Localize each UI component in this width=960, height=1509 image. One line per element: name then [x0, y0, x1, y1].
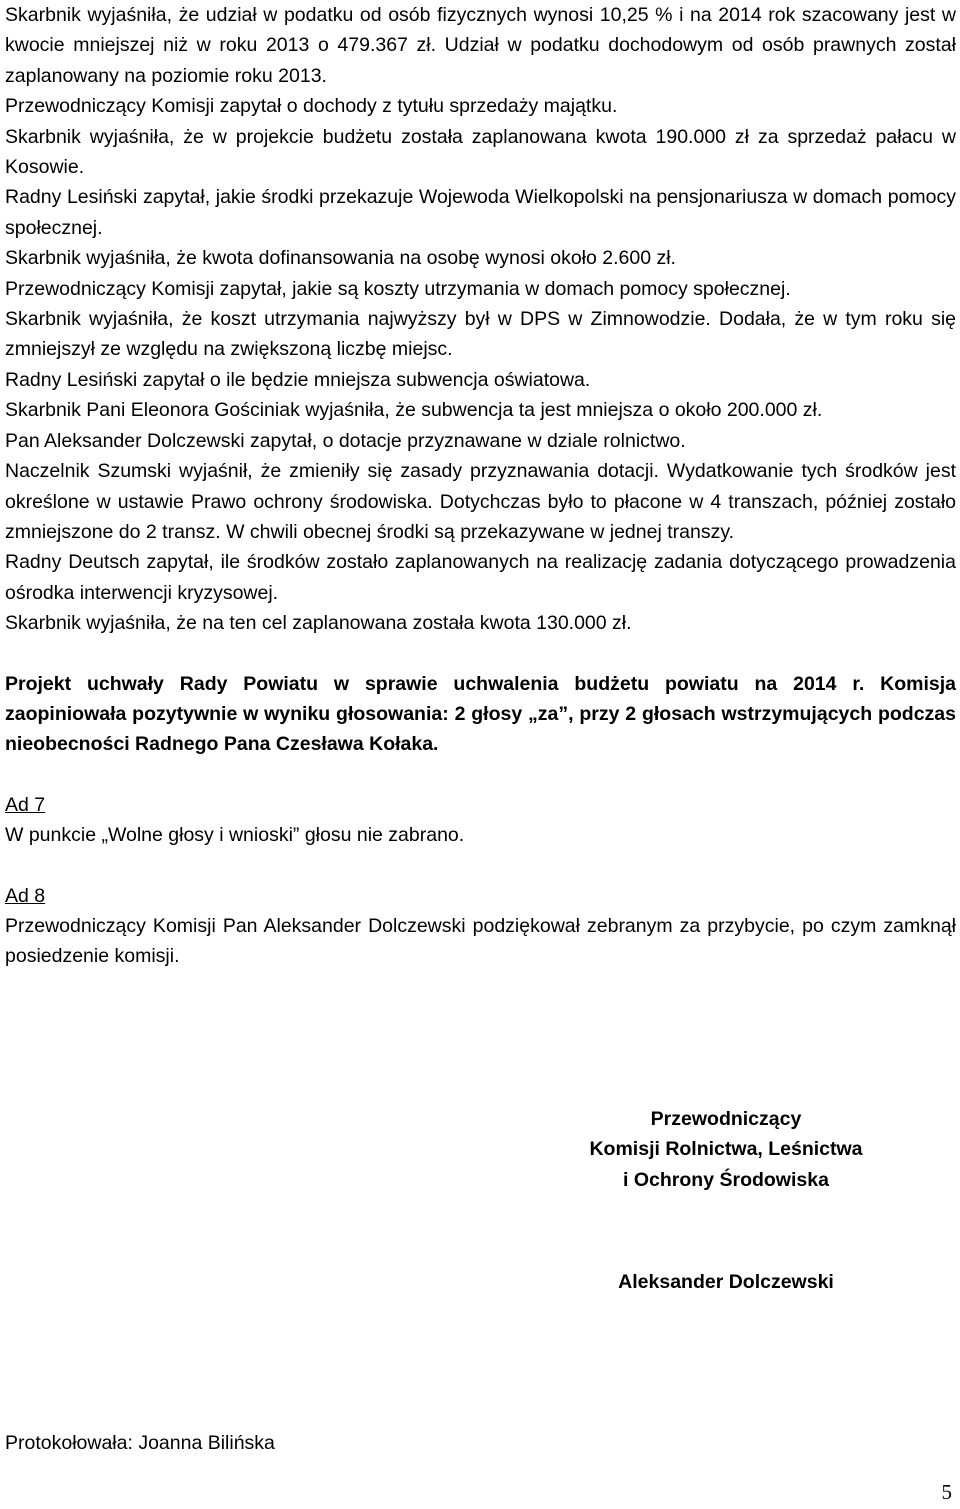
recorder-line: Protokołowała: Joanna Bilińska [5, 1432, 275, 1454]
signature-committee: Komisji Rolnictwa, Leśnictwa [589, 1138, 863, 1161]
section-text-ad7: W punkcie „Wolne głosy i wnioski” głosu nie zabrano. [5, 824, 465, 847]
paragraph-szumski-answer: Naczelnik Szumski wyjaśnił, że zmieniły się zasady przyznawania dotacji. Wydatkowanie tych środków jest określone w ustawie Prawo ochrony środowiska. Dotychczas było to płacone w 4 transzach, później zostało zmniejszone do 2 transz. W chwili obecnej środki są przekazywane w jednej transzy. [5, 460, 956, 543]
paragraph-treasurer-dps-costs: Skarbnik wyjaśniła, że koszt utrzymania najwyższy był w DPS w Zimnowodzie. Dodała, że w tym roku się zmniejszył ze względu na zwiększoną liczbę miejsc. [5, 308, 956, 361]
paragraph-dolczewski-question-agriculture: Pan Aleksander Dolczewski zapytał, o dotacje przyznawane w dziale rolnictwo. [5, 429, 686, 452]
document-body [5, 0, 956, 972]
paragraph-treasurer-palace-sale: Skarbnik wyjaśniła, że w projekcie budżetu została zaplanowana kwota 190.000 zł za sprzedaż pałacu w Kosowie. [5, 125, 956, 179]
page-number: 5 [941, 1480, 952, 1504]
paragraph-treasurer-crisis-center: Skarbnik wyjaśniła, że na ten cel zaplanowana została kwota 130.000 zł. [5, 612, 632, 635]
spacer [5, 639, 956, 669]
signature-committee-cont: i Ochrony Środowiska [623, 1168, 829, 1191]
spacer [5, 851, 956, 881]
signature-block [540, 1104, 912, 1195]
paragraph-chair-question-costs: Przewodniczący Komisji zapytał, jakie są koszty utrzymania w domach pomocy społecznej. [5, 277, 791, 300]
paragraph-treasurer-cofinancing: Skarbnik wyjaśniła, że kwota dofinansowania na osobę wynosi około 2.600 zł. [5, 247, 676, 270]
signature-name: Aleksander Dolczewski [618, 1271, 834, 1293]
section-text-ad8: Przewodniczący Komisji Pan Aleksander Dolczewski podziękował zebranym za przybycie, po czym zamknął posiedzenie komisji. [5, 914, 956, 968]
spacer [5, 760, 956, 790]
paragraph-lesinski-question-subsidy: Radny Lesiński zapytał o ile będzie mniejsza subwencja oświatowa. [5, 368, 591, 391]
budget-resolution-opinion: Projekt uchwały Rady Powiatu w sprawie uchwalenia budżetu powiatu na 2014 r. Komisja zaopiniowała pozytywnie w wyniku głosowania: 2 głosy „za”, przy 2 głosach wstrzymujących podczas nieobecności Radnego Pana Czesława Kołaka. [5, 672, 956, 756]
paragraph-tax-share: Skarbnik wyjaśniła, że udział w podatku od osób fizycznych wynosi 10,25 % i na 2014 rok szacowany jest w kwocie mniejszej niż w roku 2013 o 479.367 zł. Udział w podatku dochodowym od osób prawnych został zaplanowany na poziomie roku 2013. [5, 4, 956, 87]
signature-title: Przewodniczący [650, 1108, 802, 1130]
paragraph-deutsch-question: Radny Deutsch zapytał, ile środków zostało zaplanowanych na realizację zadania dotyczącego prowadzenia ośrodka interwencji kryzysowej. [5, 551, 956, 604]
paragraph-chair-question-assets: Przewodniczący Komisji zapytał o dochody z tytułu sprzedaży majątku. [5, 95, 618, 118]
paragraph-treasurer-subsidy: Skarbnik Pani Eleonora Gościniak wyjaśniła, że subwencja ta jest mniejsza o około 200.000 zł. [5, 399, 823, 422]
section-heading-ad7: Ad 7 [5, 793, 46, 816]
paragraph-lesinski-question-dps: Radny Lesiński zapytał, jakie środki przekazuje Wojewoda Wielkopolski na pensjonariusza w domach pomocy społecznej. [5, 186, 956, 239]
section-heading-ad8: Ad 8 [5, 884, 46, 907]
